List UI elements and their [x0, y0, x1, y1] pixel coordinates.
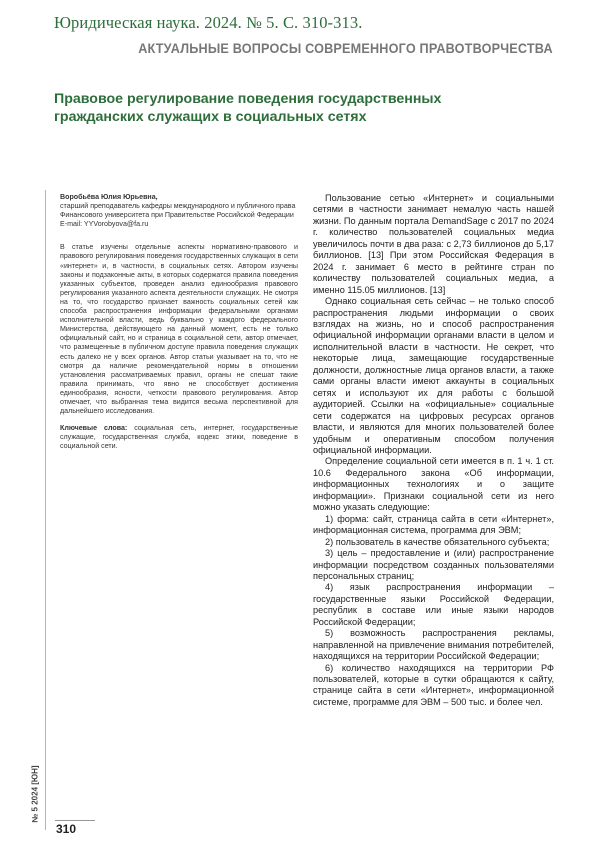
section-rubric: АКТУАЛЬНЫЕ ВОПРОСЫ СОВРЕМЕННОГО ПРАВОТВОРЧЕСТВА	[138, 41, 553, 56]
page-number: 310	[56, 822, 77, 836]
author-email: E-mail: YYVorobyova@fa.ru	[60, 220, 149, 229]
list-item: 1) форма: сайт, страница сайта в сети «Интернет», информационная система, программа для ЭВМ;	[313, 513, 554, 536]
body-paragraph: Определение социальной сети имеется в п. 1 ч. 1 ст. 10.6 Федерального закона «Об информации, информационных технологиях и о защите информации». Признаки социальной сети из него можно указать следующие:	[313, 456, 554, 513]
author-name: Воробьёва Юлия Юрьевна,	[60, 193, 158, 201]
article-title: Правовое регулирование поведения государственных гражданских служащих в социальных сетях	[54, 91, 442, 125]
side-rule	[45, 190, 46, 830]
journal-citation: Юридическая наука. 2024. № 5. С. 310-313.	[54, 13, 363, 32]
list-item: 2) пользователь в качестве обязательного субъекта;	[325, 536, 550, 547]
list-item: 4) язык распространения информации – государственные языки Российской Федерации, республик в составе или иные языки народов Российской Федерации;	[313, 582, 554, 627]
list-item: 5) возможность распространения рекламы, направленной на привлечение внимания потребителей, находящихся на территории Российской Федерации;	[313, 628, 554, 662]
right-column	[313, 193, 554, 708]
keywords-text: социальная сеть, интернет, государственные служащие, государственная служба, кодекс этики, поведение в социальной сети.	[60, 424, 298, 451]
abstract: В статье изучены отдельные аспекты нормативно-правового и правового регулирования поведения государственных служащих в сети «интернет» и, в частности, в социальных сетях. Автором изучены законы и подзаконные акты, в которых содержатся правила поведения указанных субъектов, проведен анализ единообразия правового регулирования указанного аспекта деятельности служащих. Не смотря на то, что государство признает важность социальных сетей как способа распространения информации федеральными органами исполнительной власти, ведь буквально у каждого федерального Министерства, действующего на данный момент, есть не только официальный сайт, но и страница в социальной сети, автор отмечает, что размещенные в публичном доступе правила поведения служащих есть далеко не у всех органов. Автор статьи указывает на то, что не смотря да наличие рекомендательной нормы в отношении установления рассматриваемых правил, органы не спешат такие правила принимать, что явно не способствует достижения единообразия, ясности, четкости правового регулирования. Автор отмечает, что выбранная тема видится весьма перспективной для дальнейшего исследования.	[60, 243, 298, 416]
body-paragraph: Однако социальная сеть сейчас – не только способ распространения людьми информации о своих взглядах на жизнь, но и способ распространения официальной информации органами власти в целом и исполнительной власти в частности. Не секрет, что некоторые лица, замещающие государственные должности, должностные лица органов власти, а также сами органы власти имеют аккаунты в социальных сетях и используют их для работы с большой аудиторией. Ссылки на «официальные» социальные сети содержатся на цифровых ресурсах органов власти, и являются для многих пользователей более удобным и оперативным способом получения официальной информации.	[313, 296, 554, 455]
issue-side-label	[28, 764, 42, 824]
left-column	[60, 193, 298, 451]
keywords-label: Ключевые слова:	[60, 424, 128, 433]
issue-side-label-text: № 5 2024 [ЮН]	[30, 765, 40, 823]
list-item: 3) цель – предоставление и (или) распространение информации посредством созданных пользователями персональных страниц;	[313, 548, 554, 581]
list-item: 6) количество находящихся на территории РФ пользователей, которые в сутки обращаются к сайту, странице сайта в сети «Интернет», информационной системе, программе для ЭВМ – 500 тыс. и более чел.	[313, 662, 554, 707]
author-affiliation: старший преподаватель кафедры международного и публичного права Финансового университета при Правительстве Российской Федерации	[60, 202, 296, 220]
keywords	[60, 424, 298, 451]
page-number-rule	[55, 820, 95, 821]
body-paragraph: Пользование сетью «Интернет» и социальными сетями в частности занимает немалую часть нашей жизни. По данным портала DemandSage с 2017 по 2024 г. количество пользователей социальных медиа увеличилось почти в два раза: с 2,73 биллионов до 5,17 биллионов. [13] При этом Российская Федерация в 2024 г. занимает 6 место в рейтинге стран по количеству пользователей социальных медиа, а именно 115.05 миллионов. [13]	[313, 193, 554, 295]
